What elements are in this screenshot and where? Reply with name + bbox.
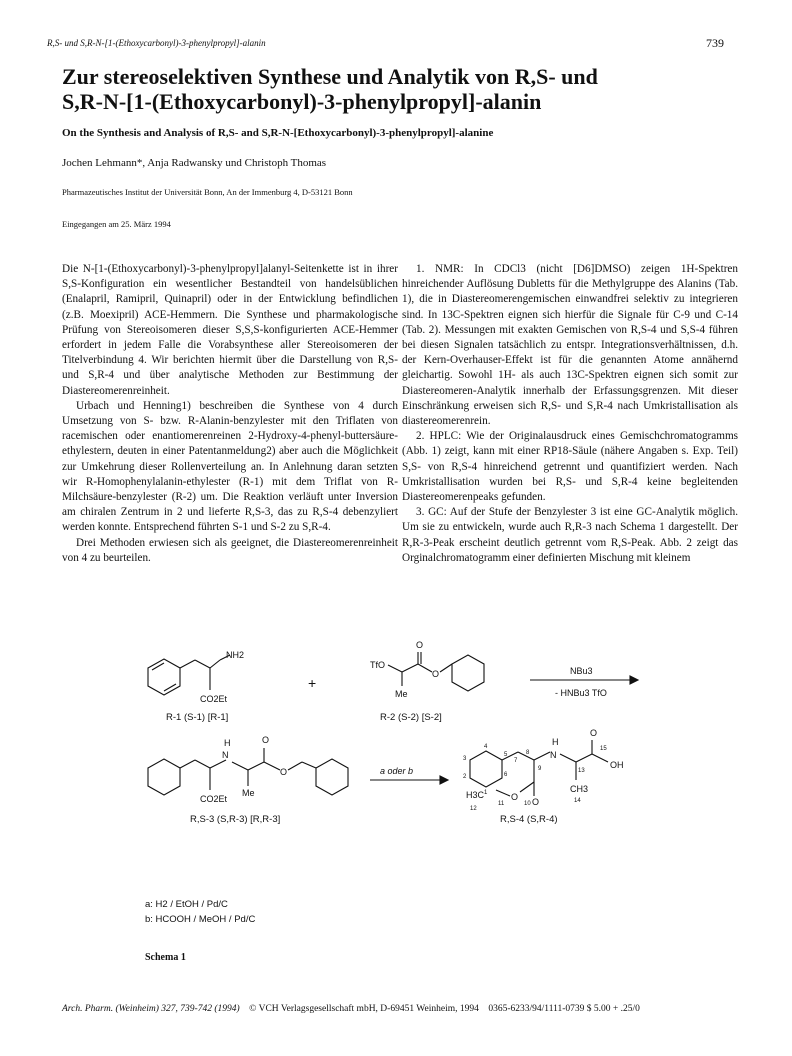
compound-2-label: R-2 (S-2) [S-2] [380, 712, 442, 723]
n-label: N [550, 750, 557, 760]
compound-1-structure [148, 650, 244, 704]
running-head: R,S- und S,R-N-[1-(Ethoxycarbonyl)-3-phenylpropyl]-alanin [47, 38, 266, 48]
title-line-2: S,R-N-[1-(Ethoxycarbonyl)-3-phenylpropyl]-alanin [62, 89, 542, 114]
h-label: H [224, 738, 231, 748]
h3c-label: H3C [466, 790, 485, 800]
ester-label: CO2Et [200, 794, 228, 804]
plus-sign: + [308, 675, 317, 691]
ester-label: CO2Et [200, 694, 228, 704]
paragraph: Urbach und Henning1) beschreiben die Synthese von 4 durch Umsetzung von S- bzw. R-Alanin-benzylester mit den Triflaten von racemischen oder enantiomerenreinen 2-Hydroxy-4-phenyl-buttersäure-ethylestern, deuten in einer Patentanmeldung2) aber auch die Möglichkeit zur Umkehrung dieser Rollenverteilung an. In Anlehnung daran setzten wir R-Homophenylalanin-ethylester (R-1) mit dem Triflat von R-Milchsäure-benzylester (R-2) um. Die Reaktion verläuft unter Inversion am chiralen Zentrum in 2 und lieferte R,S-3, das zu R,S-4 debenzyliert werden konnte. Entsprechend führten S-1 und S-2 zu S,R-4. [62, 399, 398, 534]
n-label: N [222, 750, 229, 760]
methyl-label: Me [242, 788, 255, 798]
paragraph: Drei Methoden erwiesen sich als geeignet, die Diastereomerenreinheit von 4 zu beurteilen. [62, 536, 398, 564]
scheme-caption: Schema 1 [145, 952, 186, 963]
paragraph: 2. HPLC: Wie der Originalausdruck eines Gemischchromatogramms (Abb. 1) zeigt, kann mit einer RP18-Säule (nähere Angaben s. Exp. Teil) S,S- von R,S-4 hinreichend getrennt und quantifiziert werden. Nach Umkristallisation wurden bei R,S- und S,R-4 keine begleitenden Diastereomerenpeaks gefunden. [402, 430, 738, 504]
atom-number: 2 [463, 774, 467, 780]
ch3-label: CH3 [570, 784, 589, 794]
right-column [402, 262, 738, 566]
atom-number: 4 [484, 744, 488, 750]
page-number: 739 [706, 36, 724, 50]
atom-number: 13 [578, 768, 585, 774]
compound-3-label: R,S-3 (S,R-3) [R,R-3] [190, 814, 281, 825]
title-line-1: Zur stereoselektiven Synthese und Analytik von R,S- und [62, 64, 598, 89]
ester-o-label: O [280, 767, 288, 777]
left-column [62, 262, 398, 566]
atom-number: 1 [484, 790, 488, 796]
condition-a: a: H2 / EtOH / Pd/C [145, 899, 228, 910]
reagent-label: NBu3 [570, 666, 593, 676]
compound-4-label: R,S-4 (S,R-4) [500, 814, 558, 825]
carbonyl-o-label: O [590, 728, 598, 738]
atom-number: 10 [524, 801, 531, 807]
page-footer [62, 1004, 742, 1014]
paragraph: Die N-[1-(Ethoxycarbonyl)-3-phenylpropyl]alanyl-Seitenkette ist in ihrer S,S-Konfiguration ein wesentlicher Bestandteil von handelsüblichen (Enalapril, Ramipril, Quinapril) oder in der Entwicklung befindlichen (z.B. Moexipril) ACE-Hemmern. Die Synthese und pharmakologische Prüfung von Stereoisomeren dieser S,S,S-konfigurierten ACE-Hemmer erfordert in jedem Falle die Vorabsynthese aller Stereoisomeren der Titelverbindung 4. Wir berichten hiermit über die Darstellung von R,S- und S,R-4 und über analytische Methoden zur Bestimmung der Diastereomerenreinheit. [62, 263, 398, 397]
atom-number: 11 [498, 801, 505, 807]
carbonyl-o-label: O [262, 735, 270, 745]
journal-citation: Arch. Pharm. (Weinheim) 327, 739-742 (1994) [62, 1004, 240, 1014]
reaction-conditions [145, 897, 255, 927]
atom-number: 9 [538, 766, 542, 772]
hydroxyl-label: OH [610, 760, 624, 770]
author-list: Jochen Lehmann*, Anja Radwansky und Christoph Thomas [62, 157, 327, 169]
compound-3-structure [148, 735, 348, 804]
atom-number: 8 [526, 750, 530, 756]
paragraph: 1. NMR: In CDCl3 (nicht [D6]DMSO) zeigen 1H-Spektren hinreichender Auflösung Dubletts für die Methylgruppe des Alanins (Tab. 1), die in Diastereomerengemischen einwandfrei selektiv zu integrieren sind. In 13C-Spektren eignen sich hierfür die Signale für C-9 und C-14 (Tab. 2). Messungen mit exakten Gemischen von R,S-4 und S,S-4 führen bei diesen Signalen tatsächlich zu entspr. Integrationsverhältnissen, d.h. der Kern-Overhauser-Effekt ist für die genannten Atome annähernd gleichartig. Sowohl 1H- als auch 13C-Spektren eignen sich somit zur Diastereomeren-Analytik innerhalb der Erfassungsgrenzen. Mit dieser Einschränkung erweisen sich R,S- und S,R-4 nach Umkristallisation als diastereomerenrein. [402, 263, 738, 428]
carbonyl-o-label: O [532, 797, 540, 807]
amine-label: NH2 [226, 650, 245, 660]
ester-o-label: O [432, 669, 440, 679]
byproduct-label: - HNBu3 TfO [555, 688, 607, 698]
received-date: Eingegangen am 25. März 1994 [62, 219, 171, 229]
triflate-label: TfO [370, 660, 385, 670]
ester-o-label: O [511, 792, 519, 802]
atom-number: 5 [504, 752, 508, 758]
condition-ref-label: a oder b [380, 766, 414, 776]
article-title [62, 64, 722, 114]
atom-number: 3 [463, 756, 467, 762]
atom-number: 14 [574, 798, 581, 804]
atom-number: 12 [470, 806, 477, 812]
atom-number: 15 [600, 746, 607, 752]
compound-1-label: R-1 (S-1) [R-1] [166, 712, 229, 723]
carbonyl-o-label: O [416, 640, 424, 650]
issn-line: 0365-6233/94/1111-0739 $ 5.00 + .25/0 [488, 1004, 640, 1014]
paragraph: 3. GC: Auf der Stufe der Benzylester 3 ist eine GC-Analytik möglich. Um sie zu entwickeln, wurde auch R,R-3 nach Schema 1 dargestellt. Der R,R-3-Peak erscheint deutlich getrennt vom R,S-Peak. Abb. 2 zeigt das Orginalchromatogramm einer definierten Mischung mit kleinem [402, 506, 738, 564]
condition-b: b: HCOOH / MeOH / Pd/C [145, 914, 256, 925]
compound-2-structure [370, 640, 484, 699]
compound-4-structure [463, 728, 624, 812]
methyl-label: Me [395, 689, 408, 699]
h-label: H [552, 737, 559, 747]
reaction-arrow-1 [530, 666, 638, 698]
atom-number: 7 [514, 758, 518, 764]
reaction-arrow-2 [370, 766, 448, 784]
affiliation: Pharmazeutisches Institut der Universität Bonn, An der Immenburg 4, D-53121 Bonn [62, 187, 353, 197]
atom-number: 6 [504, 772, 508, 778]
article-subtitle: On the Synthesis and Analysis of R,S- and S,R-N-[Ethoxycarbonyl)-3-phenylpropyl]-alanine [62, 127, 494, 139]
publisher-line: © VCH Verlagsgesellschaft mbH, D-69451 Weinheim, 1994 [249, 1004, 479, 1014]
